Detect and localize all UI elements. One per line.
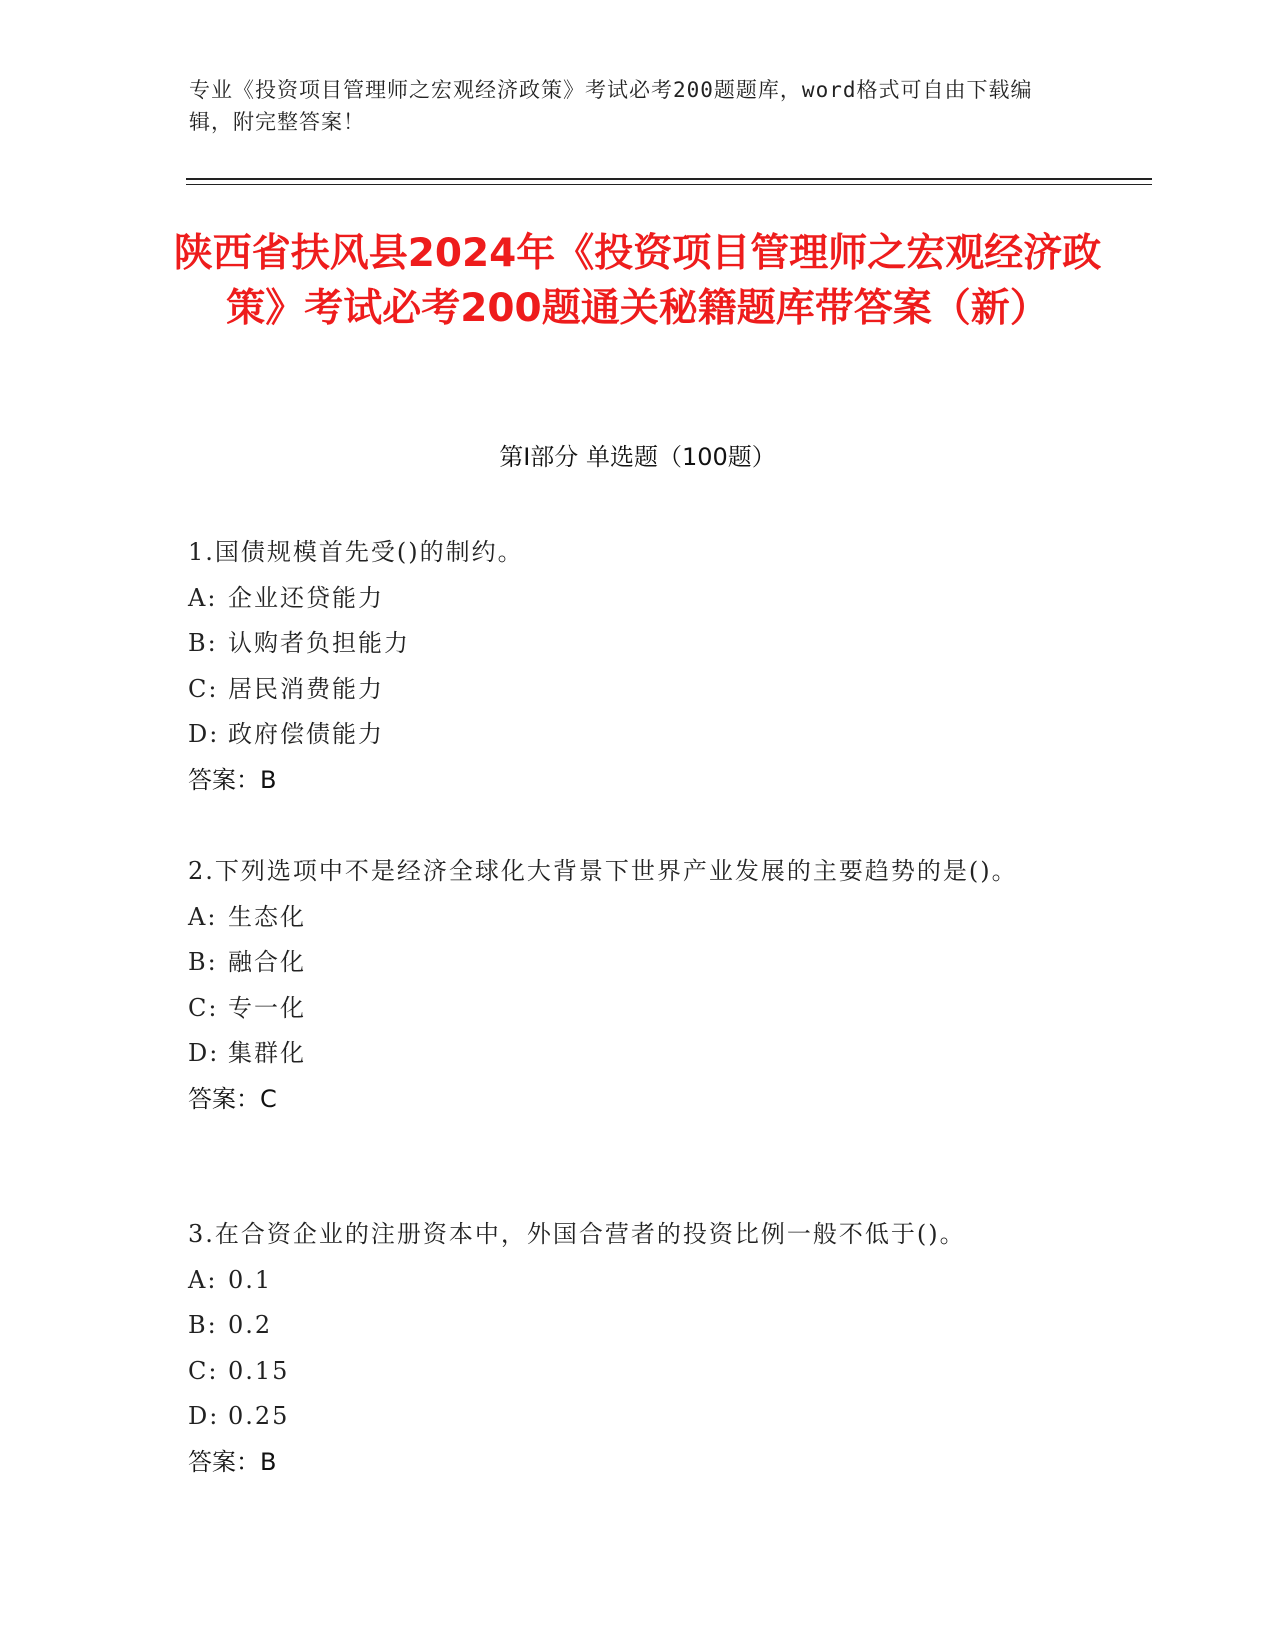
option-text: 专一化: [228, 993, 306, 1022]
option-a: [188, 1258, 1088, 1304]
option-letter: B:: [188, 629, 218, 657]
section-title: 第I部分 单选题（100题）: [499, 443, 776, 471]
question-block: [188, 530, 1088, 803]
header-rule-thick: [186, 178, 1152, 180]
option-letter: A:: [188, 1265, 218, 1294]
option-a: [188, 576, 1088, 622]
question-stem: 2.下列选项中不是经济全球化大背景下世界产业发展的主要趋势的是()。: [188, 857, 1018, 885]
option-letter: D:: [188, 1039, 220, 1067]
question-stem: 3.在合资企业的注册资本中，外国合营者的投资比例一般不低于()。: [188, 1220, 966, 1248]
option-text: 0.2: [228, 1311, 273, 1339]
document-title: 陕西省扶风县2024年《投资项目管理师之宏观经济政策》考试必考200题通关秘籍题库带答案（新）: [173, 231, 1102, 331]
option-letter: C:: [188, 1356, 219, 1385]
option-text: 0.25: [228, 1402, 290, 1430]
question-stem: 1.国债规模首先受()的制约。: [188, 538, 524, 566]
option-c: [188, 1349, 1088, 1395]
option-b: [188, 940, 1088, 986]
question-answer: 答案：B: [188, 1447, 277, 1476]
option-d: [188, 1394, 1088, 1440]
option-text: 0.1: [228, 1265, 273, 1294]
option-text: 集群化: [228, 1039, 306, 1067]
option-letter: D:: [188, 1402, 220, 1430]
option-text: 生态化: [228, 902, 306, 931]
option-letter: C:: [188, 993, 219, 1022]
option-letter: D:: [188, 720, 220, 748]
option-c: [188, 667, 1088, 713]
option-text: 政府偿债能力: [228, 720, 384, 748]
option-letter: A:: [188, 902, 218, 931]
option-a: [188, 895, 1088, 941]
option-b: [188, 1303, 1088, 1349]
question-answer: 答案：B: [188, 765, 277, 794]
option-letter: B:: [188, 948, 218, 976]
option-letter: C:: [188, 674, 219, 703]
header-note: 专业《投资项目管理师之宏观经济政策》考试必考200题题库，word格式可自由下载编辑，附完整答案！: [189, 78, 1033, 134]
option-text: 0.15: [228, 1356, 290, 1385]
option-text: 融合化: [228, 948, 306, 976]
option-b: [188, 621, 1088, 667]
option-d: [188, 712, 1088, 758]
question-block: [188, 849, 1088, 1122]
option-c: [188, 986, 1088, 1032]
option-text: 居民消费能力: [228, 674, 384, 703]
option-letter: A:: [188, 583, 218, 612]
question-answer: 答案：C: [188, 1084, 277, 1113]
option-text: 认购者负担能力: [228, 629, 410, 657]
question-block: [188, 1212, 1088, 1485]
option-letter: B:: [188, 1311, 218, 1339]
option-d: [188, 1031, 1088, 1077]
option-text: 企业还贷能力: [228, 583, 384, 612]
header-rule-thin: [186, 184, 1152, 185]
